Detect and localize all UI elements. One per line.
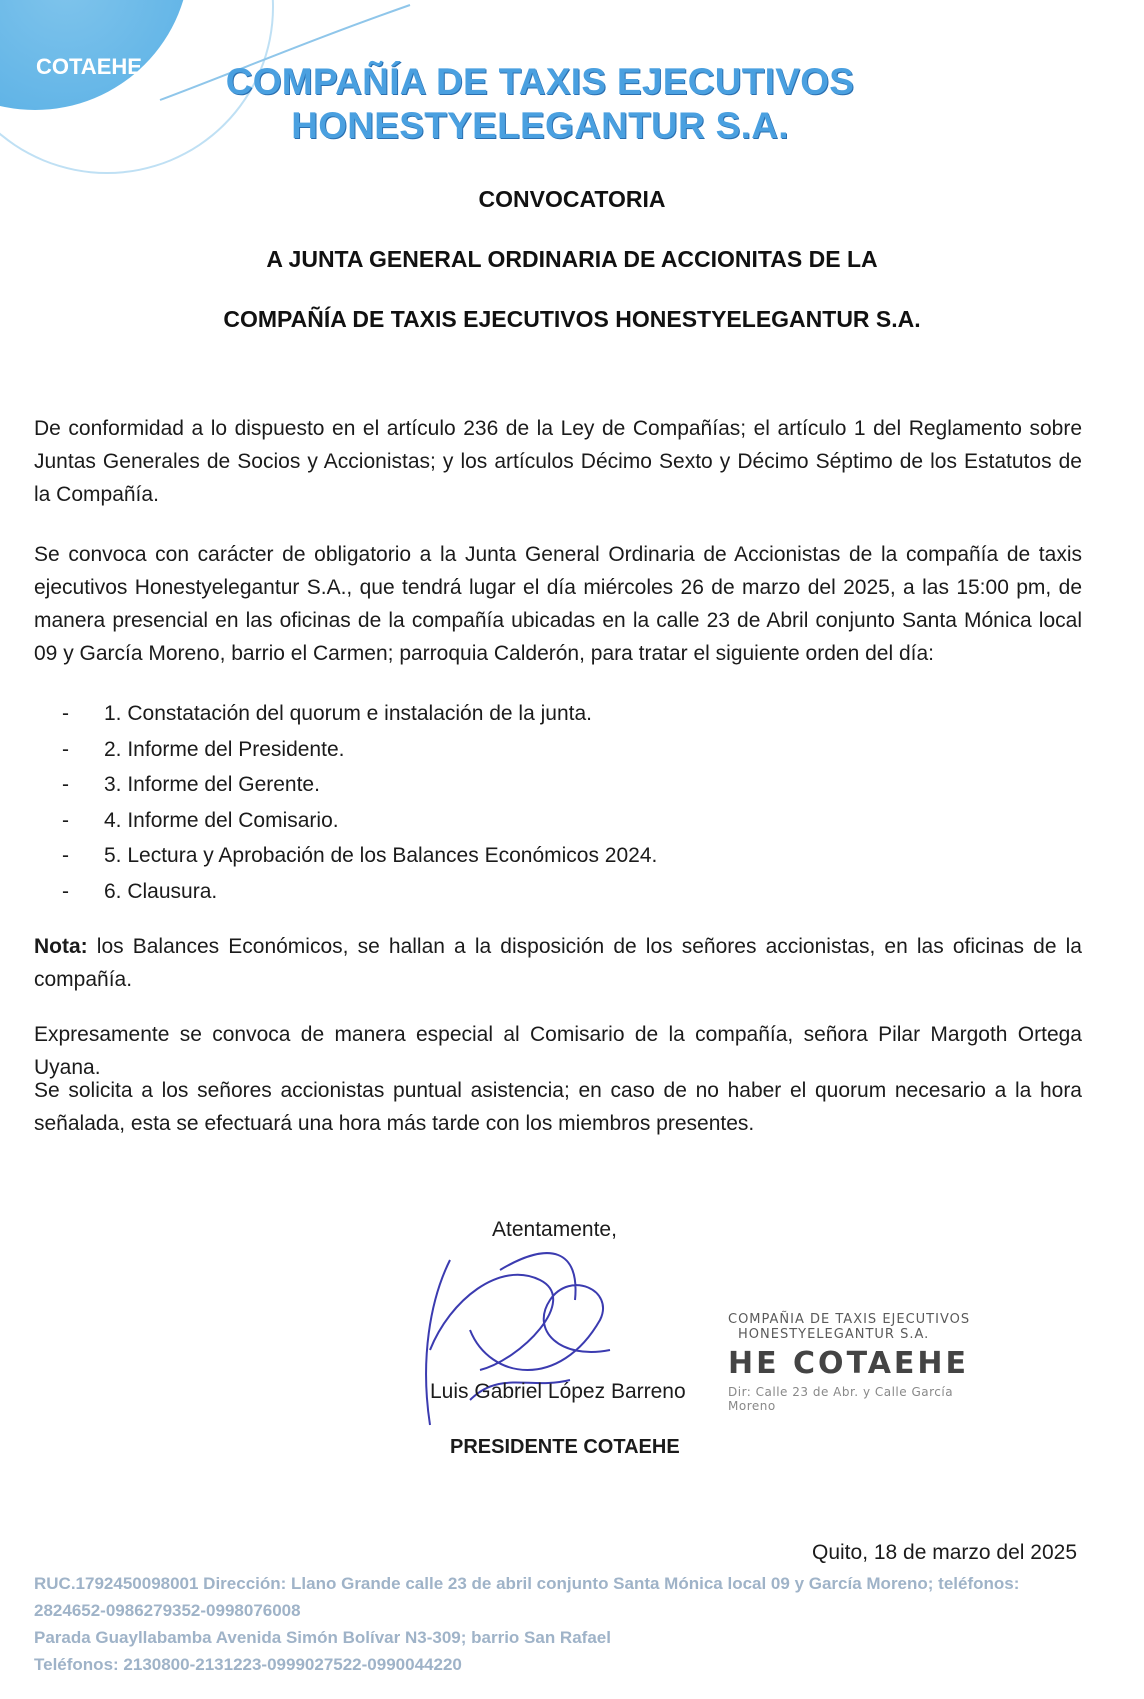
company-title-line2: HONESTYELEGANTUR S.A. <box>291 105 789 146</box>
agenda-item: - 5. Lectura y Aprobación de los Balances Económicos 2024. <box>62 844 658 868</box>
paragraph-attendance: Se solicita a los señores accionistas puntual asistencia; en caso de no haber el quorum necesario a la hora señalada, esta se efectuará una hora más tarde con los miembros presentes. <box>34 1079 1082 1135</box>
stamp-line1: COMPAÑIA DE TAXIS EJECUTIVOS <box>728 1312 971 1327</box>
agenda-item: - 1. Constatación del quorum e instalación de la junta. <box>62 702 592 725</box>
signer-name: Luis Gabriel López Barreno <box>430 1380 686 1403</box>
stamp-line3: HE COTAEHE <box>728 1346 970 1381</box>
stamp-line4: Dir: Calle 23 de Abr. y Calle García Moreno <box>728 1385 954 1413</box>
closing-text: Atentamente, <box>492 1218 617 1241</box>
company-title <box>180 60 900 148</box>
paragraph-note <box>34 930 1082 996</box>
paragraph-legal-basis: De conformidad a lo dispuesto en el artículo 236 de la Ley de Compañías; el artículo 1 del Reglamento sobre Juntas Generales de Socios y Accionistas; y los artículos Décimo Sexto y Décimo Séptimo de los Estatutos de la Compañía. <box>34 417 1082 506</box>
company-stamp <box>728 1312 988 1413</box>
stamp-line2: HONESTYELEGANTUR S.A. <box>738 1327 930 1342</box>
footer-line1: RUC.1792450098001 Dirección: Llano Grande calle 23 de abril conjunto Santa Mónica local 09 y García Moreno; teléfonos: <box>34 1574 1020 1593</box>
date-line: Quito, 18 de marzo del 2025 <box>812 1541 1078 1564</box>
note-text: los Balances Económicos, se hallan a la disposición de los señores accionistas, en las oficinas de la compañía. <box>34 935 1082 991</box>
document-subtitle-line2: COMPAÑÍA DE TAXIS EJECUTIVOS HONESTYELEGANTUR S.A. <box>223 306 921 332</box>
signer-role: PRESIDENTE COTAEHE <box>450 1436 680 1458</box>
agenda-item: - 2. Informe del Presidente. <box>62 737 345 761</box>
company-title-line1: COMPAÑÍA DE TAXIS EJECUTIVOS <box>225 61 855 102</box>
footer-line3: Parada Guayllabamba Avenida Simón Bolívar N3-309; barrio San Rafael <box>34 1628 611 1647</box>
footer <box>34 1570 1114 1678</box>
document-title: CONVOCATORIA <box>478 186 666 212</box>
logo-text: COTAEHE <box>36 54 142 79</box>
paragraph-special-convocation: Expresamente se convoca de manera especial al Comisario de la compañía, señora Pilar Margoth Ortega Uyana. <box>34 1023 1082 1079</box>
note-label: Nota: <box>34 935 88 958</box>
agenda-item: - 4. Informe del Comisario. <box>62 808 339 832</box>
signature-drawing <box>410 1240 650 1440</box>
document-subtitle-line1: A JUNTA GENERAL ORDINARIA DE ACCIONITAS DE LA <box>266 246 878 272</box>
agenda-item: - 3. Informe del Gerente. <box>62 773 320 797</box>
footer-line2: 2824652-0986279352-0998076008 <box>34 1601 301 1620</box>
footer-line4: Teléfonos: 2130800-2131223-0999027522-0990044220 <box>34 1655 462 1674</box>
agenda-item: - 6. Clausura. <box>62 879 218 903</box>
agenda-list <box>62 696 657 910</box>
paragraph-convocation: Se convoca con carácter de obligatorio a la Junta General Ordinaria de Accionistas de la compañía de taxis ejecutivos Honestyelegantur S.A., que tendrá lugar el día miércoles 26 de marzo del 2025, a las 15:00 pm, de manera presencial en las oficinas de la compañía ubicadas en la calle 23 de Abril conjunto Santa Mónica local 09 y García Moreno, barrio el Carmen; parroquia Calderón, para tratar el siguiente orden del día: <box>34 543 1082 665</box>
